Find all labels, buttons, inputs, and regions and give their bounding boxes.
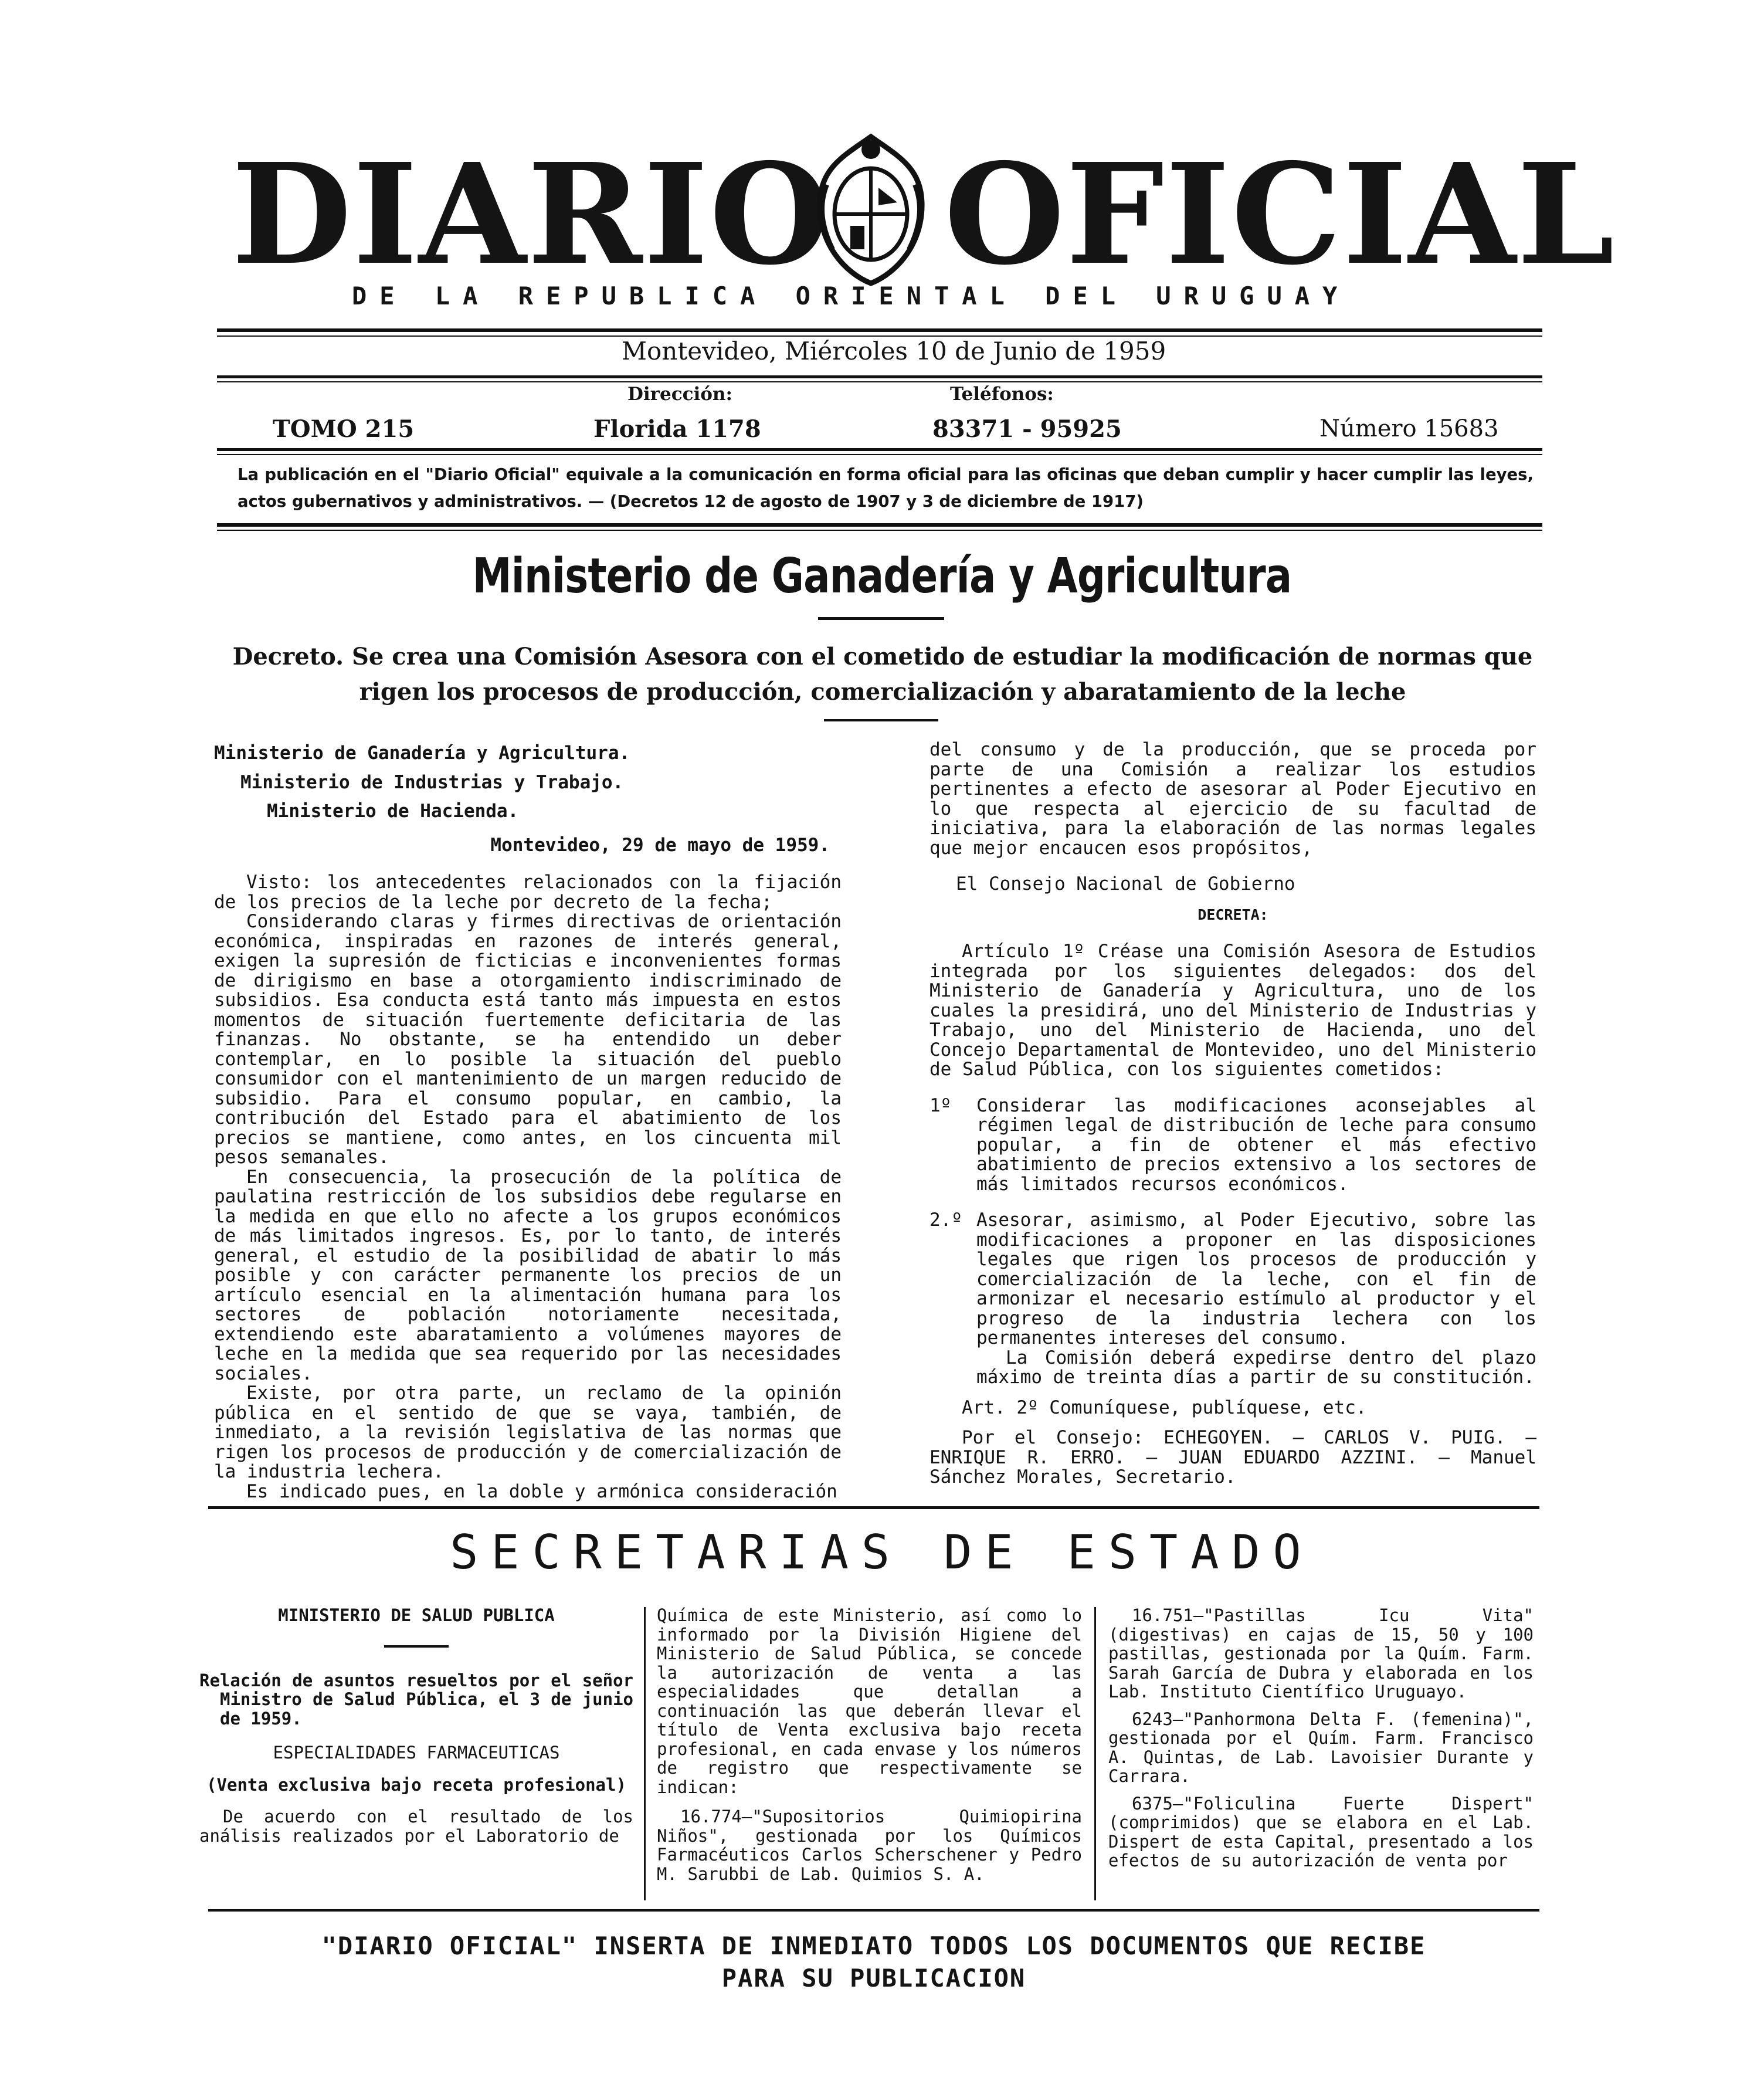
ministry-line-3: Ministerio de Hacienda.	[267, 801, 519, 822]
supositorios-paragraph: 16.774—"Supositorios Quimiopirina Niños", gestionada por los Químicos Farmacéuticos Carlos Scherschener y Pedro M. Sarubbi de Lab. Quimios S. A.	[657, 1807, 1082, 1884]
masthead-title-left: DIARIO	[232, 133, 832, 296]
relacion-paragraph: Relación de asuntos resueltos por el señor Ministro de Salud Pública, el 3 de junio de 1959.	[199, 1670, 633, 1729]
footer-line-2: PARA SU PUBLICACION	[721, 1964, 1026, 1992]
articulo-1: Artículo 1º Créase una Comisión Asesora de Estudios integrada por los siguientes delegados: dos del Ministerio de Ganadería y Agricultura, uno de los cuales la presidirá, uno del Ministerio de Industrias y Trabajo, uno del Ministerio de Hacienda, uno del Concejo Departamental de Montevideo, uno del Ministerio de Salud Pública, con los siguientes cometidos:	[930, 941, 1536, 1080]
item-1	[930, 1096, 1536, 1195]
item-1-text: Considerar las modificaciones aconsejables al régimen legal de distribución de leche para consumo popular, a fin de obtener el más efectivo abatimiento de precios extensivo a los sectores de más limitados recursos económicos.	[976, 1094, 1536, 1195]
rule-top-double	[217, 328, 1542, 332]
item-2	[930, 1211, 1536, 1348]
rule-under-date	[217, 375, 1542, 378]
tomo: TOMO 215	[273, 415, 415, 443]
ministry-heading: Ministerio de Ganadería y Agricultura	[472, 548, 1292, 604]
masthead-subtitle: DE LA REPUBLICA ORIENTAL DEL URUGUAY	[352, 282, 1351, 310]
rule-above-secretarias	[208, 1506, 1539, 1509]
ministry-line-2: Ministerio de Industrias y Trabajo.	[240, 771, 624, 793]
decree-right-column	[930, 740, 1536, 1487]
articulo-2: Art. 2º Comuníquese, publíquese, etc.	[962, 1397, 1367, 1418]
rule-under-info-thin	[217, 454, 1542, 455]
item-1-number: 1º	[930, 1094, 952, 1116]
quimica-paragraph: Química de este Ministerio, así como lo informado por la División Higiene del Ministerio de Salud Pública, se concede la autorización de venta a las especialidades que detallan a continuación las que deberán llevar el título de Venta exclusiva bajo receta profesional, en cada envase y los números de registro que respectivamente se indican:	[657, 1605, 1082, 1797]
decree-left-column	[214, 744, 842, 1502]
rule-under-notice	[217, 523, 1542, 527]
coat-of-arms-seal-icon	[809, 132, 932, 287]
salud-heading: MINISTERIO DE SALUD PUBLICA	[278, 1605, 555, 1625]
rule-above-footer	[208, 1909, 1539, 1912]
acuerdo-paragraph: De acuerdo con el resultado de los análisis realizados por el Laboratorio de	[199, 1807, 633, 1846]
reclamo-paragraph: Existe, por otra parte, un reclamo de la opinión pública en el sentido de que se vaya, también, de inmediato, a la revisión legislativa de las normas que rigen los procesos de producción y de comercialización de la industria lechera.	[214, 1382, 842, 1482]
indicado-paragraph: Es indicado pues, en la doble y armónica consideración	[246, 1480, 837, 1502]
firmas: Por el Consejo: ECHEGOYEN. — CARLOS V. PUIG. — ENRIQUE R. ERRO. — JUAN EDUARDO AZZINI. — Manuel Sánchez Morales, Secretario.	[930, 1427, 1536, 1487]
panhormona-paragraph: 6243—"Panhormona Delta F. (femenina)", gestionada por el Quím. Farm. Francisco A. Quintas, de Lab. Lavoisier Durante y Carrara.	[1108, 1709, 1534, 1786]
pastillas-paragraph: 16.751—"Pastillas Icu Vita" (digestivas) en cajas de 15, 50 y 100 pastillas, gestionada por la Quím. Farm. Sarah García de Dubra y elaborada en los Lab. Instituto Científico Uruguayo.	[1108, 1605, 1534, 1702]
numero: Número 15683	[1319, 415, 1499, 442]
dateline: Montevideo, Miércoles 10 de Junio de 1959	[622, 337, 1166, 365]
especialidades-heading: ESPECIALIDADES FARMACEUTICAS	[273, 1743, 560, 1763]
considerando-paragraph: Considerando claras y firmes directivas de orientación económica, inspiradas en razones de interés general, exigen la supresión de ficticias e inconvenientes formas de dirigismo en base a otorgamiento indiscriminado de subsidios. Esa conducta está tanto más impuesta en estos momentos de situación fuertemente deficitaria de las finanzas. No obstante, se ha entendido un deber contemplar, en lo posible la situación del pueblo consumidor con el mantenimiento de un margen reducido de subsidio. Para el consumo popular, en cambio, la contribución del Estado para el abatimiento de los precios se mantiene, como antes, en los cincuenta mil pesos semanales.	[214, 911, 842, 1168]
footer-notice	[205, 1930, 1542, 1994]
rule-under-info	[217, 448, 1542, 451]
rule-under-date-thin	[217, 381, 1542, 382]
telefonos-value: 83371 - 95925	[932, 415, 1122, 443]
footer-line-1: "DIARIO OFICIAL" INSERTA DE INMEDIATO TODOS LOS DOCUMENTOS QUE RECIBE	[321, 1931, 1426, 1960]
venta-exclusiva-note: (Venta exclusiva bajo receta profesional)	[206, 1774, 626, 1795]
secretarias-column-3	[1108, 1606, 1534, 1870]
salud-heading-rule	[384, 1645, 449, 1648]
rule-under-notice-thin	[217, 530, 1542, 531]
section-heading: SECRETARIAS DE ESTADO	[450, 1525, 1314, 1580]
place-date: Montevideo, 29 de mayo de 1959.	[490, 834, 830, 856]
column-divider-2	[1094, 1607, 1096, 1900]
decree-underline	[824, 719, 938, 721]
direccion-value: Florida 1178	[593, 415, 761, 443]
legal-notice: La publicación en el "Diario Oficial" equivale a la comunicación en forma oficial para las oficinas que deban cumplir y hacer cumplir las leyes, actos gubernativos y administrativos. — (Decretos 12 de agosto de 1907 y 3 de diciembre de 1917)	[238, 465, 1534, 511]
column-divider-1	[644, 1607, 646, 1900]
item-2-number: 2.º	[930, 1209, 962, 1231]
secretarias-column-1	[199, 1606, 633, 1845]
direccion-label: Dirección:	[627, 384, 732, 405]
ministry-line-1: Ministerio de Ganadería y Agricultura.	[214, 743, 630, 764]
decreta-line: DECRETA:	[1198, 906, 1268, 923]
decree-title: Decreto. Se crea una Comisión Asesora con el cometido de estudiar la modificación de normas que rigen los procesos de producción, comercialización y abaratamiento de la leche	[232, 643, 1533, 706]
consecuencia-paragraph: En consecuencia, la prosecución de la política de paulatina restricción de los subsidios debe regularse en la medida en que ello no afecte a los grupos económicos de más limitados ingresos. Es, por lo tanto, de interés general, el estudio de la posibilidad de abatir lo más posible y con carácter permanente los precios de un artículo esencial en la alimentación humana para los sectores de población notoriamente necesitada, extendiendo este abaratamiento a volúmenes mayores de leche en la medida que sea requerido por las necesidades sociales.	[214, 1166, 842, 1384]
foliculina-paragraph: 6375—"Foliculina Fuerte Dispert" (comprimidos) que se elabora en el Lab. Dispert de esta Capital, presentado a los efectos de su autorización de venta por	[1108, 1793, 1534, 1870]
comision-paragraph: La Comisión deberá expedirse dentro del plazo máximo de treinta días a partir de su constitución.	[976, 1347, 1536, 1388]
consejo-line: El Consejo Nacional de Gobierno	[956, 873, 1295, 894]
telefonos-label: Teléfonos:	[950, 384, 1054, 405]
secretarias-column-2	[657, 1606, 1082, 1883]
masthead-title-right: OFICIAL	[944, 133, 1616, 296]
right-intro-paragraph: del consumo y de la producción, que se proceda por parte de una Comisión a realizar los estudios pertinentes a efecto de asesorar al Poder Ejecutivo en lo que respecta al ejercicio de su facultad de iniciativa, para la elaboración de las normas legales que mejor encaucen esos propósitos,	[930, 739, 1536, 859]
item-2-text: Asesorar, asimismo, al Poder Ejecutivo, sobre las modificaciones a proponer en las disposiciones legales que rigen los procesos de producción y comercialización de la leche, con el fin de armonizar el necesario estímulo al productor y el progreso de la industria lechera con los permanentes intereses del consumo.	[976, 1209, 1536, 1348]
visto-paragraph: Visto: los antecedentes relacionados con la fijación de los precios de la leche por decreto de la fecha;	[214, 872, 842, 913]
ministry-underline	[818, 617, 944, 620]
